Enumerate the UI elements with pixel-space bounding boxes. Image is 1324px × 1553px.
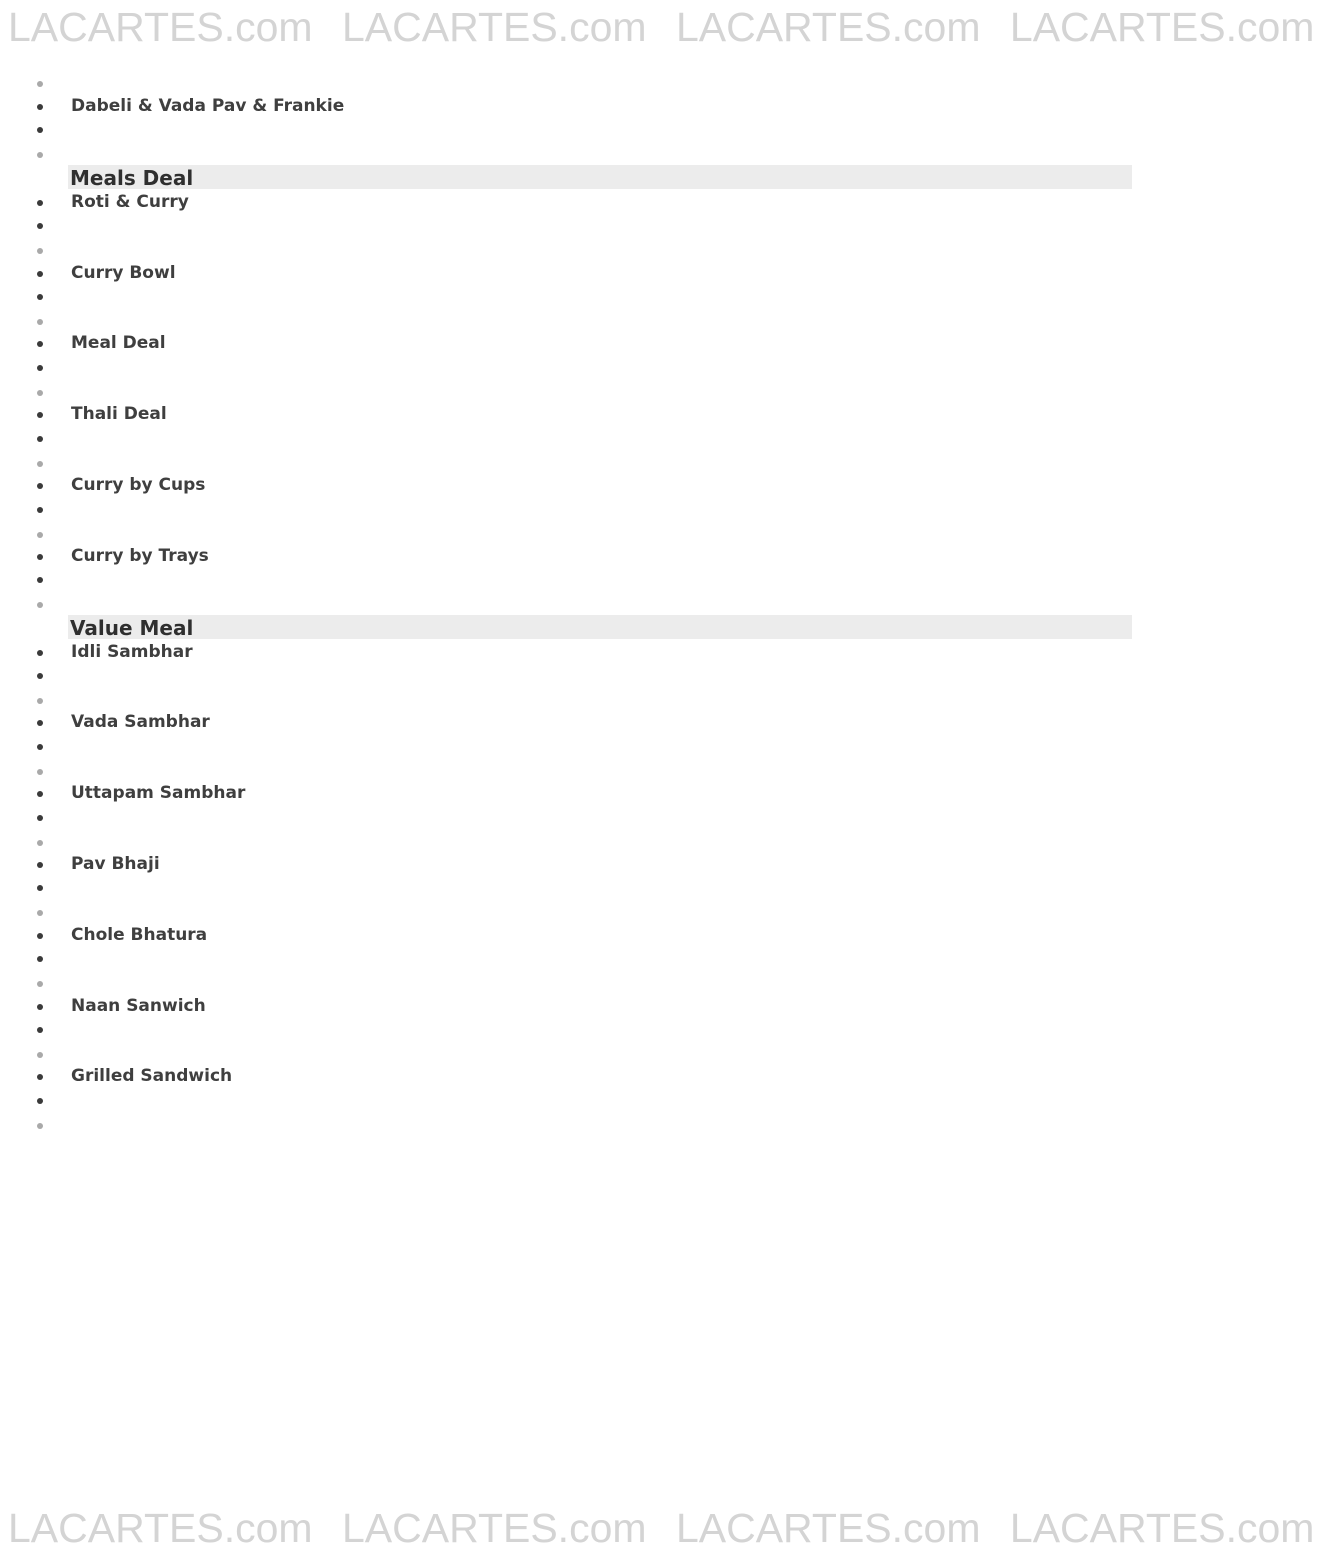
menu-item: Curry Bowl [71,263,176,283]
section-header [68,615,1132,639]
list-bullet [37,698,43,704]
list-bullet [37,507,43,513]
top-watermark [0,2,1315,52]
menu-item: Curry by Cups [71,475,206,495]
list-bullet [37,390,43,396]
watermark-text: LACARTES.com [1009,1505,1315,1551]
list-bullet [37,554,43,560]
list-bullet [37,577,43,583]
menu-item: Idli Sambhar [71,642,193,662]
list-bullet [37,602,43,608]
list-bullet [37,1074,43,1080]
section-title: Value Meal [70,616,194,640]
menu-item: Roti & Curry [71,192,189,212]
list-bullet [37,744,43,750]
menu-item: Uttapam Sambhar [71,783,246,803]
watermark-text: LACARTES.com [341,1505,647,1551]
watermark-text: LACARTES.com [675,4,981,50]
menu-item: Chole Bhatura [71,925,208,945]
list-bullet [37,862,43,868]
list-bullet [37,412,43,418]
menu-item: Meal Deal [71,333,166,353]
list-bullet [37,1052,43,1058]
list-bullet [37,981,43,987]
list-bullet [37,294,43,300]
list-bullet [37,483,43,489]
list-bullet [37,769,43,775]
list-bullet [37,152,43,158]
list-bullet [37,1098,43,1104]
menu-item: Pav Bhaji [71,854,160,874]
watermark-text: LACARTES.com [8,1505,313,1551]
section-header [68,165,1132,189]
menu-item: Vada Sambhar [71,712,210,732]
list-bullet [37,223,43,229]
menu-item: Naan Sanwich [71,996,206,1016]
list-bullet [37,956,43,962]
list-bullet [37,1004,43,1010]
menu-item: Dabeli & Vada Pav & Frankie [71,96,345,116]
list-bullet [37,933,43,939]
list-bullet [37,127,43,133]
list-bullet [37,319,43,325]
menu-item: Curry by Trays [71,546,209,566]
list-bullet [37,910,43,916]
list-bullet [37,248,43,254]
list-bullet [37,673,43,679]
watermark-text: LACARTES.com [8,4,313,50]
list-bullet [37,791,43,797]
list-bullet [37,436,43,442]
list-bullet [37,720,43,726]
watermark-text: LACARTES.com [1009,4,1315,50]
list-bullet [37,271,43,277]
list-bullet [37,885,43,891]
list-bullet [37,461,43,467]
list-bullet [37,200,43,206]
list-bullet [37,104,43,110]
watermark-text: LACARTES.com [675,1505,981,1551]
list-bullet [37,650,43,656]
watermark-text: LACARTES.com [341,4,647,50]
list-bullet [37,532,43,538]
menu-item: Thali Deal [71,404,167,424]
list-bullet [37,840,43,846]
list-bullet [37,81,43,87]
list-bullet [37,341,43,347]
bottom-watermark [0,1503,1315,1553]
list-bullet [37,815,43,821]
list-bullet [37,1123,43,1129]
menu-item: Grilled Sandwich [71,1066,233,1086]
list-bullet [37,365,43,371]
list-bullet [37,1027,43,1033]
section-title: Meals Deal [70,166,194,190]
